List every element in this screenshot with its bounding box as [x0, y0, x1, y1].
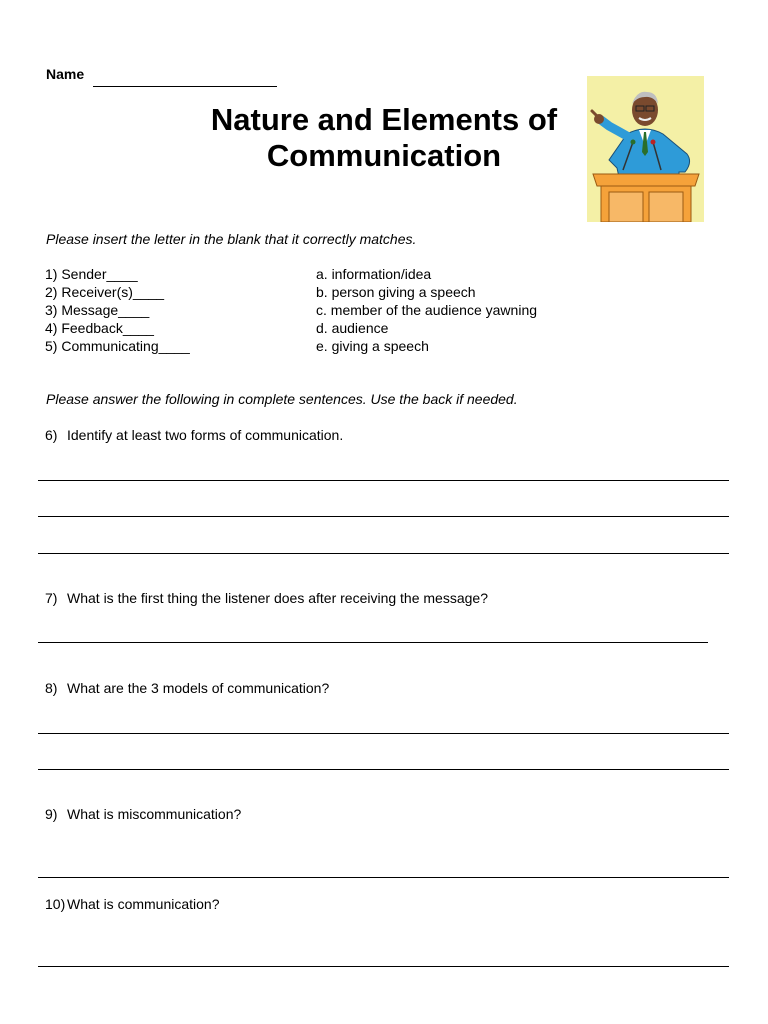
- short-answer-instructions: Please answer the following in complete sentences. Use the back if needed.: [46, 391, 518, 407]
- speaker-illustration: [587, 76, 704, 222]
- definition-a: a. information/idea: [316, 266, 432, 282]
- question-text: What is the first thing the listener does after receiving the message?: [67, 590, 488, 606]
- definition-e: e. giving a speech: [316, 338, 429, 354]
- answer-line[interactable]: [38, 642, 708, 643]
- question-text: What are the 3 models of communication?: [67, 680, 330, 696]
- answer-line[interactable]: [38, 516, 729, 517]
- question-6: [45, 427, 343, 443]
- term-feedback[interactable]: 4) Feedback____: [45, 320, 154, 336]
- question-text: What is miscommunication?: [67, 806, 242, 822]
- name-blank[interactable]: [93, 86, 277, 87]
- definition-c: c. member of the audience yawning: [316, 302, 538, 318]
- question-text: What is communication?: [67, 896, 220, 912]
- term-communicating[interactable]: 5) Communicating____: [45, 338, 190, 354]
- question-10: [45, 896, 220, 912]
- question-text: Identify at least two forms of communication.: [67, 427, 344, 443]
- page-title: [190, 102, 578, 174]
- answer-line[interactable]: [38, 553, 729, 554]
- question-number: 9): [45, 806, 58, 822]
- term-message[interactable]: 3) Message____: [45, 302, 150, 318]
- matching-instructions: Please insert the letter in the blank that it correctly matches.: [46, 231, 417, 247]
- answer-line[interactable]: [38, 877, 729, 878]
- question-8: [45, 680, 329, 696]
- title-line-1: Nature and Elements of: [210, 102, 558, 137]
- definition-d: d. audience: [316, 320, 389, 336]
- question-number: 10): [45, 896, 66, 912]
- question-7: [45, 590, 488, 606]
- question-number: 7): [45, 590, 58, 606]
- definitions-list: [316, 265, 537, 355]
- speaker-at-podium-icon: [587, 76, 704, 222]
- answer-line[interactable]: [38, 769, 729, 770]
- question-number: 6): [45, 427, 58, 443]
- question-9: [45, 806, 241, 822]
- name-label: Name: [46, 66, 85, 82]
- terms-list: [45, 265, 190, 355]
- definition-b: b. person giving a speech: [316, 284, 476, 300]
- title-line-2: Communication: [266, 138, 502, 173]
- term-receivers[interactable]: 2) Receiver(s)____: [45, 284, 165, 300]
- answer-line[interactable]: [38, 480, 729, 481]
- term-sender[interactable]: 1) Sender____: [45, 266, 138, 282]
- question-number: 8): [45, 680, 58, 696]
- answer-line[interactable]: [38, 733, 729, 734]
- answer-line[interactable]: [38, 966, 729, 967]
